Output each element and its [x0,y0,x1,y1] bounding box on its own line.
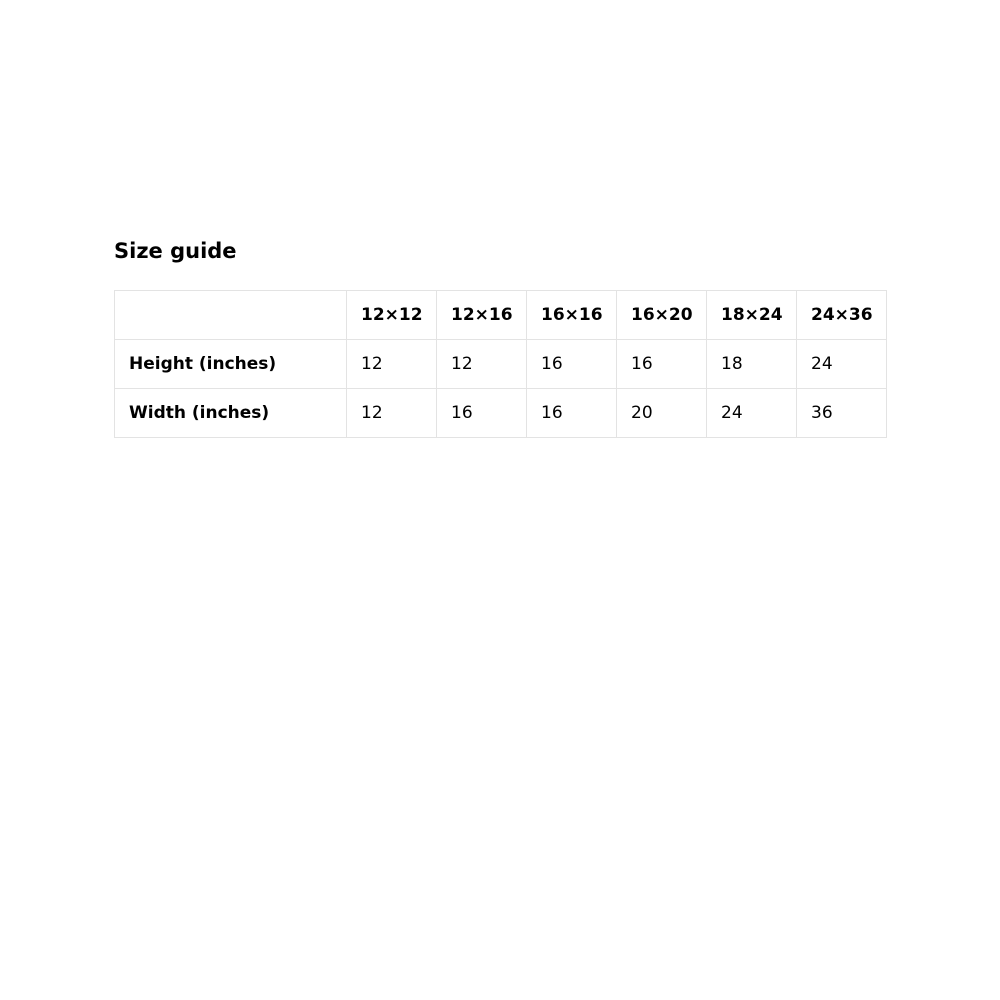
header-cell-size: 12×16 [437,291,527,340]
row-label-height: Height (inches) [115,340,347,389]
size-guide-table [114,290,887,438]
table-cell: 12 [347,389,437,438]
header-cell-size: 16×16 [527,291,617,340]
table-cell: 24 [797,340,887,389]
header-cell-empty [115,291,347,340]
header-cell-size: 24×36 [797,291,887,340]
table-cell: 20 [617,389,707,438]
header-cell-size: 12×12 [347,291,437,340]
table-header-row [115,291,887,340]
size-guide-section [114,236,886,423]
table-row-height [115,340,887,389]
table-cell: 16 [437,389,527,438]
size-guide-title: Size guide [114,239,237,263]
table-row-width [115,389,887,438]
table-cell: 12 [347,340,437,389]
row-label-width: Width (inches) [115,389,347,438]
table-cell: 16 [617,340,707,389]
table-cell: 12 [437,340,527,389]
table-cell: 24 [707,389,797,438]
header-cell-size: 16×20 [617,291,707,340]
table-cell: 18 [707,340,797,389]
header-cell-size: 18×24 [707,291,797,340]
table-cell: 16 [527,340,617,389]
table-cell: 16 [527,389,617,438]
table-cell: 36 [797,389,887,438]
